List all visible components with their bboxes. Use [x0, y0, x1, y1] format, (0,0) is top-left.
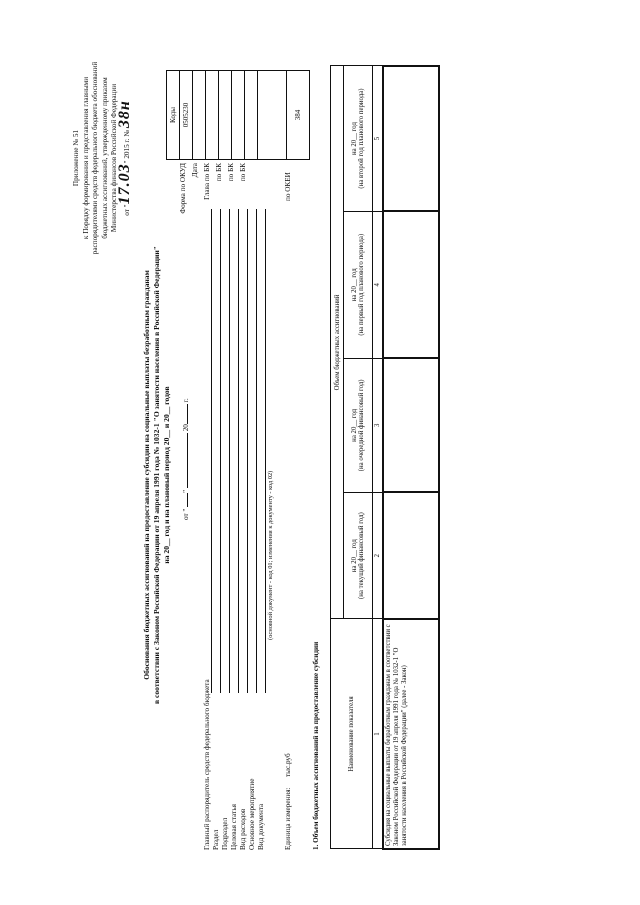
col-header-year	[344, 211, 373, 358]
col-header-year-line2: (на второй год планового периода)	[358, 88, 365, 189]
codes-label: по БК	[227, 163, 235, 182]
appendix-line: бюджетных ассигнований, утвержденному приказом	[100, 77, 109, 239]
codes-header: Коды	[167, 71, 180, 160]
col-header-indicator: Наименование показателя	[331, 619, 373, 849]
col-header-year-line1: на 20__ год	[351, 408, 358, 442]
codes-value	[232, 71, 245, 160]
appendix-number-handwritten: 38н	[115, 100, 133, 129]
codes-value	[219, 71, 232, 160]
field-label: Подраздел	[221, 817, 229, 850]
field-label: Вид расходов	[239, 808, 247, 850]
okei-code: 384	[287, 71, 310, 160]
date-from: от "	[182, 508, 190, 520]
codes-label: по БК	[239, 163, 247, 182]
col-header-year	[344, 358, 373, 492]
date-line	[182, 320, 190, 520]
field-label: Раздел	[212, 829, 220, 850]
col-group-header: Объем бюджетных ассигнований	[331, 66, 344, 619]
field-label: Вид документа	[257, 803, 265, 850]
date-year-suffix: г.	[182, 398, 190, 403]
codes-label: Дата	[191, 163, 199, 178]
col-number: 1	[373, 619, 384, 849]
codes-label: Форма по ОКУД	[179, 163, 187, 214]
title-line-2: в соответствии с Законом Российской Федерации от 19 апреля 1991 года № 1032-1 "О занятости населения в Российской Федерации"	[152, 246, 161, 705]
field-label: Главный распорядитель средств федерального бюджета	[203, 679, 211, 850]
budget-table	[330, 65, 440, 850]
unit-value: тыс.руб	[284, 753, 292, 777]
col-header-year	[344, 492, 373, 619]
codes-value	[206, 71, 219, 160]
col-number: 3	[373, 358, 384, 492]
appendix-header	[72, 23, 132, 293]
title-line-3: на 20__ год и на плановый период 20__ и 20__ годов	[162, 386, 171, 564]
col-header-year	[344, 66, 373, 211]
table-cell[interactable]	[383, 66, 439, 211]
appendix-date-handwritten: 17.03	[115, 163, 133, 205]
codes-value	[193, 71, 206, 160]
appendix-date-prefix: от "	[122, 204, 131, 216]
field-label: Основное мероприятие	[248, 778, 256, 850]
col-number: 2	[373, 492, 384, 619]
col-header-year-line2: (на очередной финансовый год)	[358, 379, 365, 472]
col-header-year-line1: на 20__ год	[351, 539, 358, 573]
codes-label: по БК	[215, 163, 223, 182]
field-label: Целевая статья	[230, 804, 238, 850]
appendix-line: Министерства финансов Российской Федерации	[110, 83, 118, 233]
col-header-year-line1: на 20__ год	[351, 268, 358, 302]
date-quote: "	[182, 489, 190, 493]
title-line-1: Обоснования бюджетных ассигнований на предоставление субсидии на социальные выплаты безработным гражданам	[142, 270, 151, 680]
col-number: 5	[373, 66, 384, 211]
appendix-number: Приложение № 51	[72, 129, 80, 187]
unit-label: Единица измерения:	[284, 787, 292, 850]
date-year-prefix: 20	[182, 424, 190, 432]
table-cell[interactable]	[383, 358, 439, 492]
table-cell[interactable]	[383, 492, 439, 619]
codes-value: 0505230	[180, 71, 193, 160]
codes-label: Глава по БК	[203, 163, 211, 200]
appendix-line: распорядителями средств федерального бюджета обоснований	[91, 61, 99, 255]
doc-type-hint: (основной документ - код 01; изменения к документу - код 02)	[267, 470, 274, 640]
form-title	[142, 195, 172, 755]
table-cell[interactable]	[383, 211, 439, 358]
col-header-year-line1: на 20__ год	[351, 122, 358, 155]
col-header-year-line2: (на первый год планового периода)	[358, 233, 365, 336]
appendix-date-mid: " 2015 г. №	[122, 129, 131, 164]
col-header-year-line2: (на текущий финансовый год)	[358, 512, 365, 600]
section-heading: 1. Объем бюджетных ассигнований на предоставление субсидии	[312, 641, 320, 850]
appendix-line: к Порядку формирования и представления главными	[81, 76, 90, 240]
codes-value	[245, 71, 258, 160]
okei-label: по ОКЕИ	[284, 172, 292, 201]
col-number: 4	[373, 211, 384, 358]
appendix-date-line	[115, 23, 133, 293]
codes-value	[258, 71, 287, 160]
codes-table	[166, 70, 310, 160]
row-subsidy-label: Субсидия на социальные выплаты безработным гражданам в соответствии с Законом Российской Федерации от 19 апреля 1991 года № 1032-1 "О занятости населения в Российской Федерации" (далее - Закон)	[383, 619, 439, 849]
